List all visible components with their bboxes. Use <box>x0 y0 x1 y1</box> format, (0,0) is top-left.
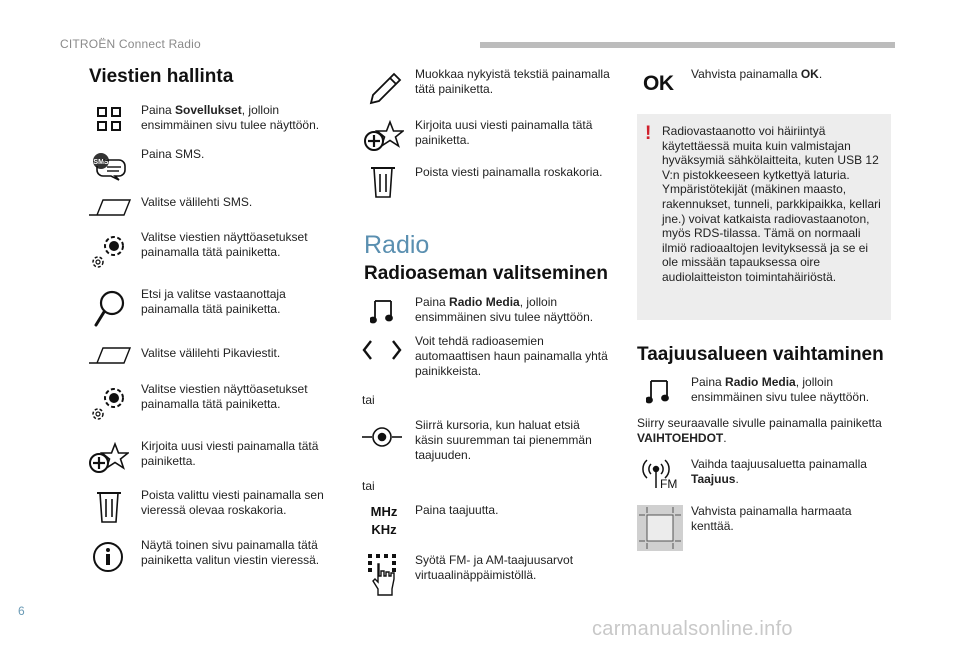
ok-icon: OK <box>643 72 674 95</box>
search-icon <box>94 289 126 329</box>
heading-viestien-hallinta: Viestien hallinta <box>89 66 234 87</box>
item-auto-search-text: Voit tehdä radioasemien automaattisen haun painamalla yhtä painikkeista. <box>415 334 608 378</box>
apps-grid-icon <box>97 107 121 131</box>
item-frequency-text: Paina taajuutta. <box>415 503 499 517</box>
item-settings-text-2: Valitse viestien näyttöasetukset painamalla tätä painiketta. <box>141 382 308 411</box>
item-radio-media-text-1: Paina Radio Media, jolloin ensimmäinen sivu tulee näyttöön. <box>415 295 594 324</box>
warning-text: Radiovastaanotto voi häiriintyä käytettäessä muita kuin valmistajan hyväksymiä sähkölaitteita, kuten USB 12 V:n pistokkeeseen kytkettyä laturia. Ympäristötekijät (mäkinen maasto, rakennukset, tunneli, parkkipaikka, kellari jne.) voivat katkaista radiovastaanoton, myös RDS-tilassa. Tämä on normaali ilmiö radioaaltojen levityksessä ja se ei ole missään tapauksessa oire audiolaitteiston toimintahäiriöstä. <box>662 124 881 284</box>
radio-band-fm-icon <box>640 455 684 491</box>
item-tab-quick-text: Valitse välilehti Pikaviestit. <box>141 346 281 360</box>
page-number: 6 <box>18 604 25 618</box>
item-info-text: Näytä toinen sivu painamalla tätä painiketta valitun viestin vieressä. <box>141 538 320 567</box>
item-keypad-text: Syötä FM- ja AM-taajuusarvot virtuaalinäppäimistöllä. <box>415 553 574 582</box>
item-apps-text: Paina Sovellukset, jolloin ensimmäinen sivu tulee näyttöön. <box>141 103 320 132</box>
tab-icon <box>89 198 131 216</box>
next-page-text: Siirry seuraavalle sivulle painamalla painiketta VAIHTOEHDOT. <box>637 416 882 445</box>
or-text-1: tai <box>362 393 375 407</box>
chevron-left-right-icon <box>362 339 402 361</box>
pencil-icon <box>368 72 402 106</box>
sms-bubble-icon <box>89 150 129 182</box>
item-sms-text: Paina SMS. <box>141 147 205 161</box>
item-tuner-text: Siirrä kursoria, kun haluat etsiä käsin suuremman tai pienemmän taajuuden. <box>415 418 592 462</box>
tab-icon <box>89 346 131 364</box>
settings-gears-icon <box>90 230 128 270</box>
svg-text:SMS: SMS <box>93 159 109 166</box>
grey-field-icon <box>637 505 683 551</box>
item-settings-text-1: Valitse viestien näyttöasetukset painamalla tätä painiketta. <box>141 230 308 259</box>
keypad-hand-icon <box>366 552 402 596</box>
info-icon <box>92 541 124 573</box>
running-header: CITROËN Connect Radio <box>60 37 201 51</box>
item-search-text: Etsi ja valitse vastaanottaja painamalla tätä painiketta. <box>141 287 286 316</box>
item-tab-sms-text: Valitse välilehti SMS. <box>141 195 253 209</box>
heading-taajuusalueen-vaihtaminen: Taajuusalueen vaihtaminen <box>637 344 884 365</box>
music-note-icon <box>370 298 394 324</box>
tuner-cursor-icon <box>362 426 402 448</box>
item-ok-text: Vahvista painamalla OK. <box>691 67 823 81</box>
item-grey-field-text: Vahvista painamalla harmaata kenttää. <box>691 504 852 533</box>
item-new-message-text-1: Kirjoita uusi viesti painamalla tätä painiketta. <box>141 439 319 468</box>
svg-text:FM: FM <box>660 477 678 491</box>
trash-icon <box>370 165 396 199</box>
mhz-khz-icon: MHz KHz <box>370 504 398 537</box>
item-edit-text: Muokkaa nykyistä tekstiä painamalla tätä painiketta. <box>415 67 610 96</box>
settings-gears-icon <box>90 382 128 422</box>
section-title-radio: Radio <box>364 231 430 259</box>
add-favorite-icon <box>364 120 404 152</box>
item-delete-text-2: Poista viesti painamalla roskakoria. <box>415 165 603 179</box>
watermark: carmanualsonline.info <box>592 618 793 640</box>
item-new-message-text-2: Kirjoita uusi viesti painamalla tätä painiketta. <box>415 118 593 147</box>
add-favorite-icon <box>89 442 129 474</box>
trash-icon <box>96 490 122 524</box>
item-band-text: Vaihda taajuusaluetta painamalla Taajuus. <box>691 457 867 486</box>
music-note-icon <box>646 378 670 404</box>
or-text-2: tai <box>362 479 375 493</box>
item-radio-media-text-2: Paina Radio Media, jolloin ensimmäinen sivu tulee näyttöön. <box>691 375 870 404</box>
heading-radioaseman-valitseminen: Radioaseman valitseminen <box>364 263 608 284</box>
header-rule <box>480 42 895 48</box>
warning-icon: ! <box>645 123 652 144</box>
item-delete-text-1: Poista valittu viesti painamalla sen vieressä olevaa roskakoria. <box>141 488 324 517</box>
